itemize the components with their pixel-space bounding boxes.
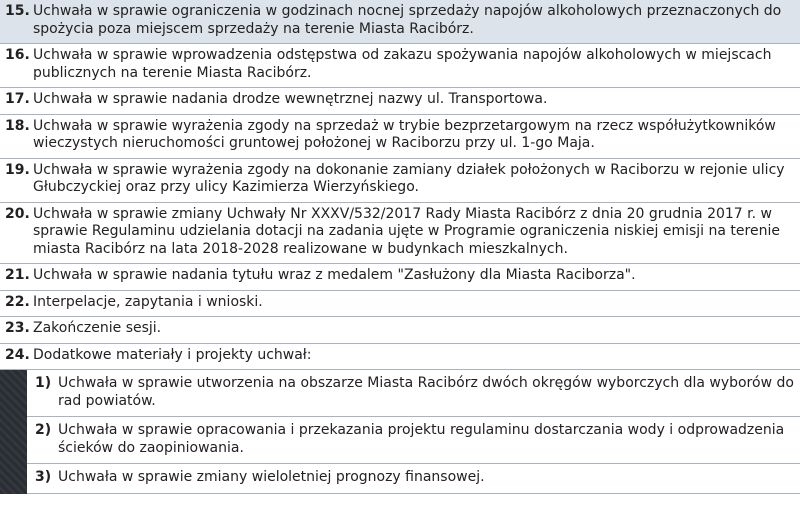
sub-list [0,370,800,494]
item-text: Uchwała w sprawie nadania drodze wewnętrznej nazwy ul. Transportowa. [33,91,548,107]
agenda-item-20[interactable] [0,203,800,265]
item-number: 19. [5,161,30,178]
agenda-item-21[interactable] [0,264,800,291]
item-text: Uchwała w sprawie ograniczenia w godzinach nocnej sprzedaży napojów alkoholowych przeznaczonych do spożycia poza miejscem sprzedaży na terenie Miasta Racibórz. [33,3,782,37]
agenda-item-16[interactable] [0,44,800,88]
item-text: Uchwała w sprawie zmiany Uchwały Nr XXXV/532/2017 Rady Miasta Racibórz z dnia 20 grudnia 2017 r. w sprawie Regulaminu udzielania dotacji na zadania ujęte w Programie ograniczenia niskiej emisji na terenie miasta Racibórz na lata 2018-2028 realizowane w budynkach mieszkalnych. [33,205,780,257]
sub-item-1[interactable] [27,370,800,417]
agenda-item-15[interactable] [0,0,800,44]
sub-item-number: 3) [35,469,52,485]
sub-item-text: Uchwała w sprawie zmiany wieloletniej prognozy finansowej. [58,469,485,485]
sub-item-2[interactable] [27,417,800,464]
sub-item-text: Uchwała w sprawie opracowania i przekazania projektu regulaminu dostarczania wody i odprowadzenia ścieków do zaopiniowania. [58,422,785,456]
agenda-item-22[interactable] [0,291,800,318]
item-number: 22. [5,293,30,310]
sub-item-text: Uchwała w sprawie utworzenia na obszarze Miasta Racibórz dwóch okręgów wyborczych dla wyborów do rad powiatów. [58,375,794,409]
agenda-item-17[interactable] [0,88,800,115]
item-number: 20. [5,205,30,222]
item-text: Interpelacje, zapytania i wnioski. [33,293,263,310]
agenda-item-24[interactable] [0,344,800,371]
item-text: Uchwała w sprawie nadania tytułu wraz z medalem "Zasłużony dla Miasta Raciborza". [33,267,636,283]
sub-item-number: 2) [35,422,52,438]
item-number: 24. [5,346,30,363]
sub-item-3[interactable] [27,464,800,494]
sub-item-number: 1) [35,375,52,391]
item-text: Dodatkowe materiały i projekty uchwał: [33,346,312,363]
agenda-item-23[interactable] [0,317,800,344]
item-number: 17. [5,91,30,107]
agenda-item-19[interactable] [0,159,800,203]
agenda-item-18[interactable] [0,115,800,159]
item-number: 16. [5,47,30,63]
item-text: Zakończenie sesji. [33,320,162,336]
item-text: Uchwała w sprawie wyrażenia zgody na sprzedaż w trybie bezprzetargowym na rzecz współużytkowników wieczystych nieruchomości gruntowej położonej w Raciborzu przy ul. 1-go Maja. [33,117,776,151]
item-number: 23. [5,320,30,336]
item-number: 21. [5,267,30,283]
item-number: 18. [5,117,30,134]
item-number: 15. [5,3,30,19]
item-text: Uchwała w sprawie wprowadzenia odstępstwa od zakazu spożywania napojów alkoholowych w miejscach publicznych na terenie Miasta Racibórz. [33,47,772,81]
item-text: Uchwała w sprawie wyrażenia zgody na dokonanie zamiany działek położonych w Raciborzu w rejonie ulicy Głubczyckiej oraz przy ulicy Kazimierza Wierzyńskiego. [33,161,785,195]
